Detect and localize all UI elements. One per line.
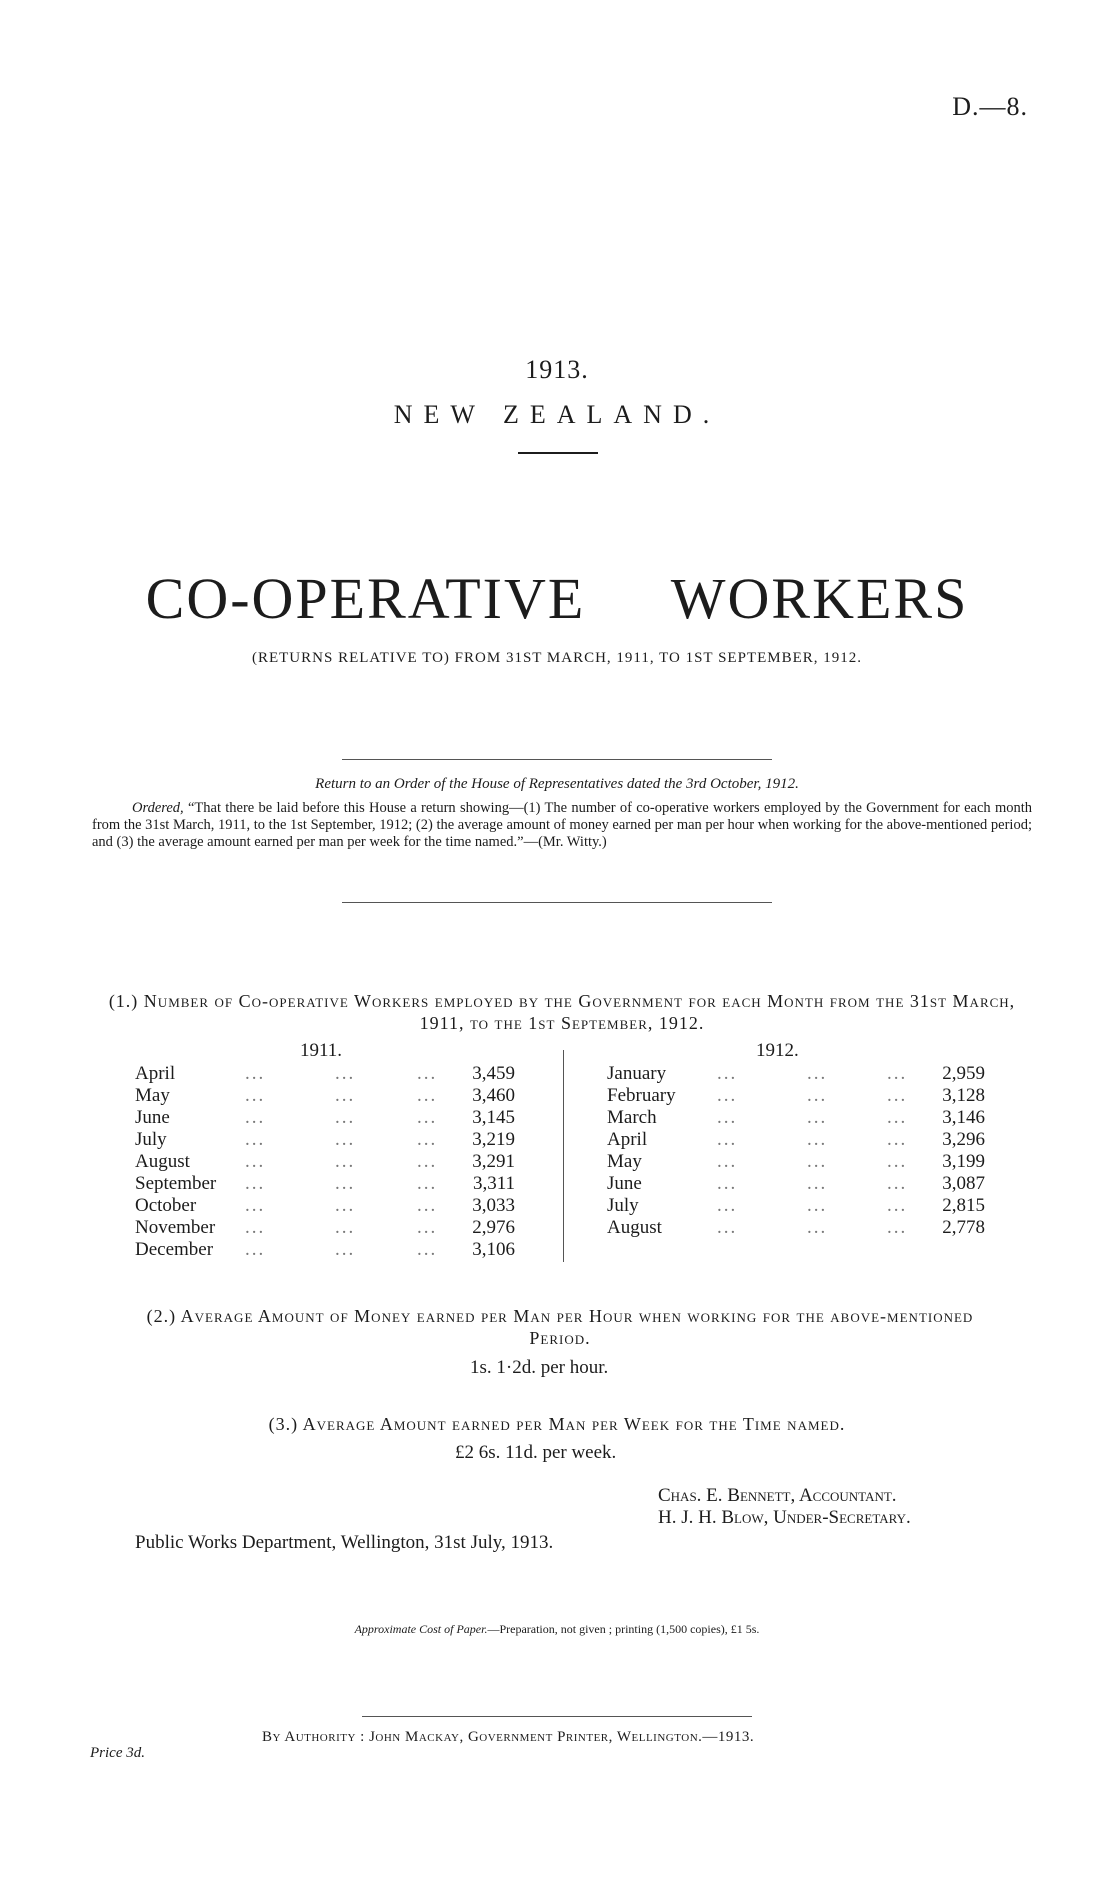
table-row: [135, 1173, 555, 1195]
dot-leader: ...: [807, 1151, 828, 1172]
dot-leader: ...: [245, 1063, 266, 1084]
column-divider: [563, 1050, 564, 1262]
table-row: [135, 1239, 555, 1261]
dot-leader: ...: [417, 1063, 438, 1084]
title-rule: [518, 452, 598, 454]
worker-count-value: 3,106: [472, 1239, 515, 1260]
divider-rule: [342, 759, 772, 760]
worker-count-value: 3,087: [942, 1173, 985, 1194]
worker-count-value: 3,146: [942, 1107, 985, 1128]
dot-leader: ...: [807, 1085, 828, 1106]
table-1912: [607, 1063, 1027, 1239]
dot-leader: ...: [417, 1217, 438, 1238]
dot-leader: ...: [245, 1085, 266, 1106]
dot-leader: ...: [717, 1217, 738, 1238]
worker-count-value: 3,199: [942, 1151, 985, 1172]
worker-count-value: 3,296: [942, 1129, 985, 1150]
cost-of-paper-note: [0, 1622, 1114, 1637]
table-row: [135, 1063, 555, 1085]
price-label: Price 3d.: [90, 1745, 145, 1761]
dot-leader: ...: [717, 1107, 738, 1128]
dot-leader: ...: [245, 1195, 266, 1216]
table-row: [607, 1129, 1027, 1151]
dot-leader: ...: [335, 1063, 356, 1084]
month-label: December: [135, 1239, 214, 1260]
worker-count-value: 3,219: [472, 1129, 515, 1150]
dot-leader: ...: [887, 1217, 908, 1238]
dot-leader: ...: [245, 1151, 266, 1172]
dot-leader: ...: [417, 1173, 438, 1194]
dot-leader: ...: [245, 1217, 266, 1238]
dot-leader: ...: [717, 1195, 738, 1216]
month-label: June: [607, 1173, 642, 1194]
dot-leader: ...: [335, 1085, 356, 1106]
month-label: July: [135, 1129, 167, 1150]
month-label: February: [607, 1085, 676, 1106]
month-label: June: [135, 1107, 170, 1128]
month-label: May: [607, 1151, 642, 1172]
dot-leader: ...: [887, 1107, 908, 1128]
month-label: August: [135, 1151, 190, 1172]
dot-leader: ...: [717, 1151, 738, 1172]
cost-text: —Preparation, not given ; printing (1,500 copies), £1 5s.: [487, 1622, 760, 1636]
dot-leader: ...: [417, 1129, 438, 1150]
dot-leader: ...: [887, 1085, 908, 1106]
signature-accountant: Chas. E. Bennett, Accountant.: [658, 1485, 897, 1506]
dot-leader: ...: [887, 1195, 908, 1216]
table-1911: [135, 1063, 555, 1261]
dot-leader: ...: [335, 1195, 356, 1216]
table-row: [607, 1107, 1027, 1129]
dot-leader: ...: [717, 1129, 738, 1150]
table-row: [135, 1217, 555, 1239]
dot-leader: ...: [417, 1195, 438, 1216]
signature-under-secretary: H. J. H. Blow, Under-Secretary.: [658, 1507, 911, 1528]
dot-leader: ...: [245, 1107, 266, 1128]
table-row: [607, 1173, 1027, 1195]
place-date-line: Public Works Department, Wellington, 31st July, 1913.: [135, 1532, 554, 1553]
dot-leader: ...: [717, 1063, 738, 1084]
year-1911-header: 1911.: [300, 1040, 343, 1061]
cost-label: Approximate Cost of Paper.: [354, 1622, 488, 1636]
page-title: CO-OPERATIVE WORKERS: [145, 566, 969, 631]
worker-count-value: 2,778: [942, 1217, 985, 1238]
table-row: [607, 1151, 1027, 1173]
worker-count-value: 2,815: [942, 1195, 985, 1216]
worker-count-value: 2,959: [942, 1063, 985, 1084]
section-1-heading: (1.) Number of Co-operative Workers employed by the Government for each Month from the 31st March, 1911, to the 1st September, 1912.: [108, 991, 1016, 1033]
dot-leader: ...: [887, 1151, 908, 1172]
table-row: [135, 1129, 555, 1151]
dot-leader: ...: [807, 1063, 828, 1084]
worker-count-value: 3,460: [472, 1085, 515, 1106]
month-label: April: [135, 1063, 176, 1084]
dot-leader: ...: [417, 1151, 438, 1172]
dot-leader: ...: [245, 1129, 266, 1150]
month-label: May: [135, 1085, 170, 1106]
month-label: April: [607, 1129, 648, 1150]
month-label: September: [135, 1173, 217, 1194]
worker-count-value: 2,976: [472, 1217, 515, 1238]
dot-leader: ...: [335, 1173, 356, 1194]
dot-leader: ...: [887, 1129, 908, 1150]
return-order-line: Return to an Order of the House of Representatives dated the 3rd October, 1912.: [315, 776, 799, 792]
month-label: October: [135, 1195, 197, 1216]
worker-count-value: 3,311: [472, 1173, 515, 1194]
ordered-paragraph: [92, 800, 1032, 851]
dot-leader: ...: [335, 1151, 356, 1172]
dot-leader: ...: [887, 1173, 908, 1194]
document-reference: D.—8.: [952, 92, 1028, 121]
worker-count-value: 3,459: [472, 1063, 515, 1084]
month-label: November: [135, 1217, 216, 1238]
worker-count-value: 3,033: [472, 1195, 515, 1216]
dot-leader: ...: [807, 1107, 828, 1128]
dot-leader: ...: [807, 1173, 828, 1194]
dot-leader: ...: [335, 1129, 356, 1150]
dot-leader: ...: [717, 1173, 738, 1194]
ordered-label: Ordered,: [132, 800, 184, 816]
footer-rule: [362, 1716, 752, 1717]
page-subtitle: (RETURNS RELATIVE TO) FROM 31ST MARCH, 1911, TO 1ST SEPTEMBER, 1912.: [251, 650, 862, 666]
dot-leader: ...: [807, 1129, 828, 1150]
dot-leader: ...: [245, 1173, 266, 1194]
dot-leader: ...: [887, 1063, 908, 1084]
dot-leader: ...: [417, 1085, 438, 1106]
dot-leader: ...: [807, 1217, 828, 1238]
divider-rule: [342, 902, 772, 903]
month-label: July: [607, 1195, 639, 1216]
dot-leader: ...: [245, 1239, 266, 1260]
section-3-heading: (3.) Average Amount earned per Man per Week for the Time named.: [268, 1414, 846, 1434]
worker-count-value: 3,145: [472, 1107, 515, 1128]
dot-leader: ...: [717, 1085, 738, 1106]
table-row: [135, 1151, 555, 1173]
table-row: [135, 1085, 555, 1107]
dot-leader: ...: [417, 1239, 438, 1260]
dot-leader: ...: [417, 1107, 438, 1128]
ordered-text: “That there be laid before this House a return showing—(1) The number of co-operative workers employed by the Government for each month from the 31st March, 1911, to the 1st September, 1912; (2) the average amount of money earned per man per hour when working for the above-mentioned period; and (3) the average amount earned per man per week for the time named.”—(Mr. Witty.): [92, 800, 1033, 850]
month-label: August: [607, 1217, 662, 1238]
weekly-rate-value: £2 6s. 11d. per week.: [455, 1442, 617, 1463]
dot-leader: ...: [335, 1239, 356, 1260]
section-2-heading: (2.) Average Amount of Money earned per Man per Hour when working for the above-mentioned Period.: [146, 1306, 974, 1348]
dot-leader: ...: [335, 1107, 356, 1128]
table-row: [135, 1107, 555, 1129]
publication-year: 1913.: [525, 355, 589, 384]
worker-count-value: 3,291: [472, 1151, 515, 1172]
table-row: [607, 1195, 1027, 1217]
month-label: March: [607, 1107, 657, 1128]
worker-count-value: 3,128: [942, 1085, 985, 1106]
hourly-rate-value: 1s. 1·2d. per hour.: [470, 1357, 609, 1378]
country-heading: NEW ZEALAND.: [393, 400, 721, 429]
year-1912-header: 1912.: [756, 1040, 799, 1061]
printer-authority-line: By Authority : John Mackay, Government Printer, Wellington.—1913.: [262, 1729, 755, 1745]
dot-leader: ...: [807, 1195, 828, 1216]
table-row: [607, 1063, 1027, 1085]
dot-leader: ...: [335, 1217, 356, 1238]
table-row: [607, 1085, 1027, 1107]
month-label: January: [607, 1063, 667, 1084]
table-row: [135, 1195, 555, 1217]
table-row: [607, 1217, 1027, 1239]
